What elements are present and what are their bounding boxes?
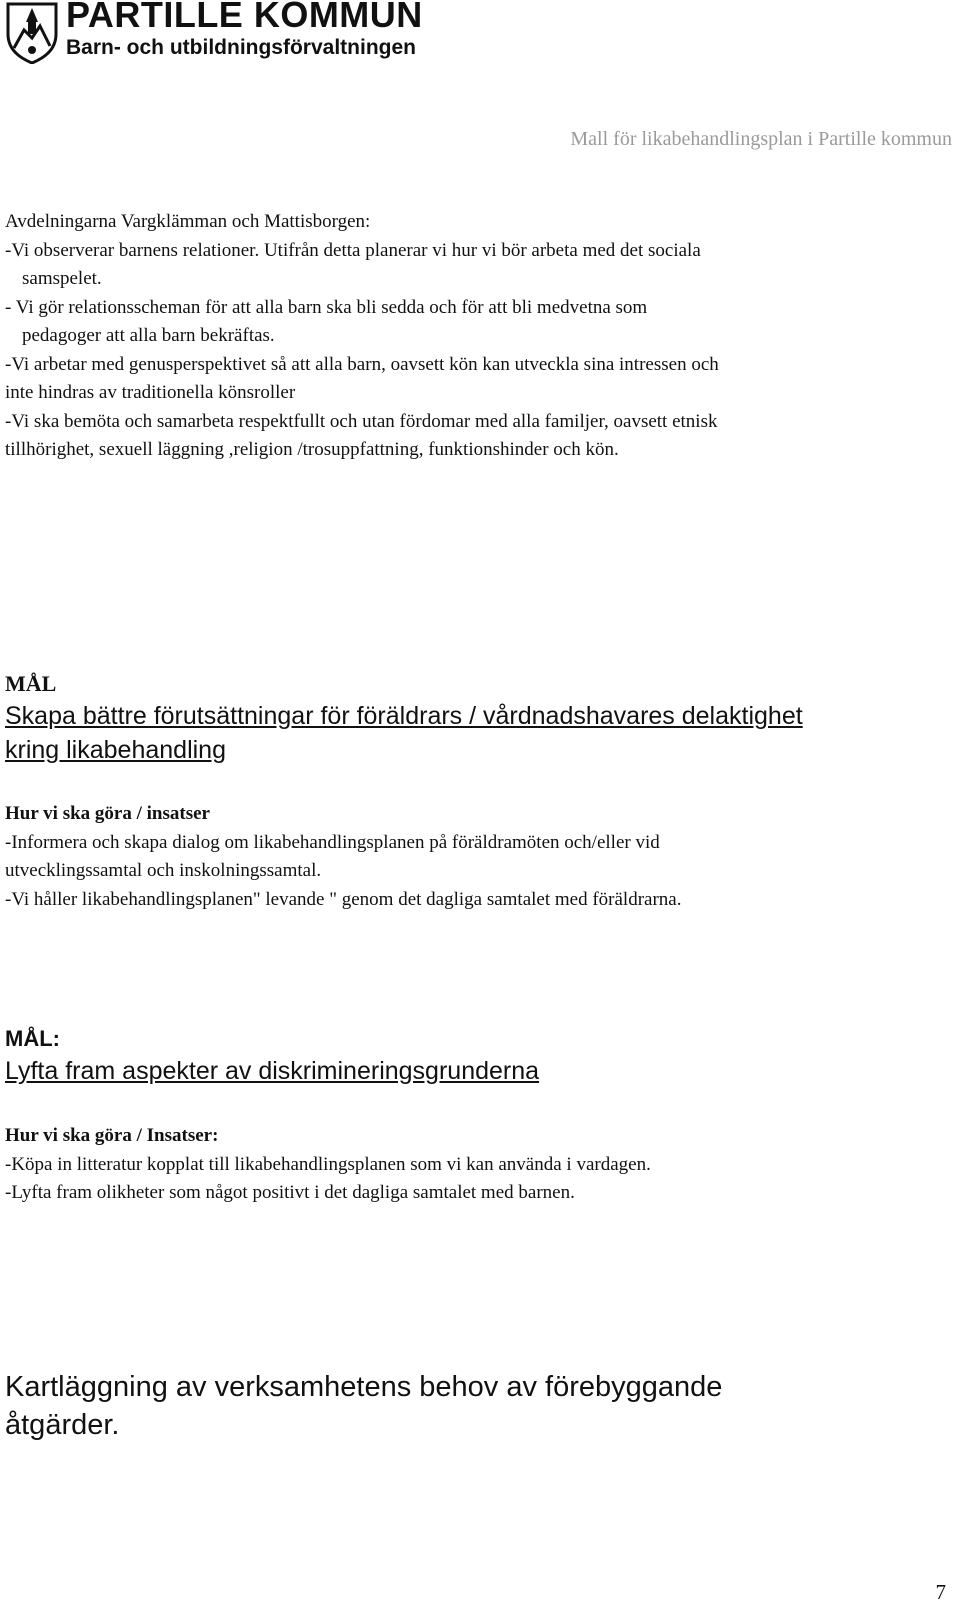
paragraph-line: -Vi arbetar med genusperspektivet så att alla barn, oavsett kön kan utveckla sina intressen och (5, 353, 719, 375)
paragraph-line: -Vi håller likabehandlingsplanen" levande " genom det dagliga samtalet med föräldrarna. (5, 888, 682, 910)
goal-actions-1 (5, 800, 945, 914)
paragraph-line: samspelet. (22, 268, 102, 289)
goal-title: Skapa bättre förutsättningar för föräldrars / vårdnadshavares delaktighet (5, 702, 803, 730)
goal-section-2 (5, 1024, 945, 1088)
document-title: Mall för likabehandlingsplan i Partille kommun (570, 128, 952, 150)
page-number: 7 (935, 1580, 946, 1604)
paragraph-line: -Lyfta fram olikheter som något positivt i det dagliga samtalet med barnen. (5, 1182, 575, 1203)
goal-title: kring likabehandling (5, 736, 226, 764)
goal-label: MÅL (5, 671, 57, 696)
section-heading: Avdelningarna Vargklämman och Mattisborgen: (5, 211, 371, 232)
paragraph-line: -Vi ska bemöta och samarbeta respektfullt och utan fördomar med alla familjer, oavsett etnisk (5, 410, 718, 432)
goal-label: MÅL: (5, 1026, 60, 1051)
heading-line: åtgärder. (5, 1409, 120, 1441)
paragraph-line: pedagoger att alla barn bekräftas. (22, 325, 275, 346)
heading-line: Kartläggning av verksamhetens behov av förebyggande (5, 1371, 723, 1403)
actions-heading: Hur vi ska göra / Insatser: (5, 1125, 219, 1146)
paragraph-line: - Vi gör relationsscheman för att alla barn ska bli sedda och för att bli medvetna som (5, 296, 648, 318)
paragraph-line: -Köpa in litteratur kopplat till likabehandlingsplanen som vi kan använda i vardagen. (5, 1153, 651, 1175)
goal-section-1 (5, 669, 945, 767)
survey-heading (5, 1368, 945, 1444)
paragraph-line: inte hindras av traditionella könsroller (5, 382, 296, 403)
organization-name: PARTILLE KOMMUN (66, 0, 423, 35)
actions-heading: Hur vi ska göra / insatser (5, 803, 210, 824)
coat-of-arms-icon (4, 0, 60, 64)
section-departments (5, 208, 945, 465)
paragraph-line: -Vi observerar barnens relationer. Utifrån detta planerar vi hur vi bör arbeta med det sociala (5, 239, 701, 261)
department-name: Barn- och utbildningsförvaltningen (66, 36, 416, 59)
goal-title: Lyfta fram aspekter av diskrimineringsgrunderna (5, 1057, 540, 1085)
paragraph-line: tillhörighet, sexuell läggning ,religion /trosuppfattning, funktionshinder och kön. (5, 439, 619, 460)
paragraph-line: -Informera och skapa dialog om likabehandlingsplanen på föräldramöten och/eller vid (5, 831, 660, 853)
paragraph-line: utvecklingssamtal och inskolningssamtal. (5, 860, 322, 881)
goal-actions-2 (5, 1122, 945, 1208)
